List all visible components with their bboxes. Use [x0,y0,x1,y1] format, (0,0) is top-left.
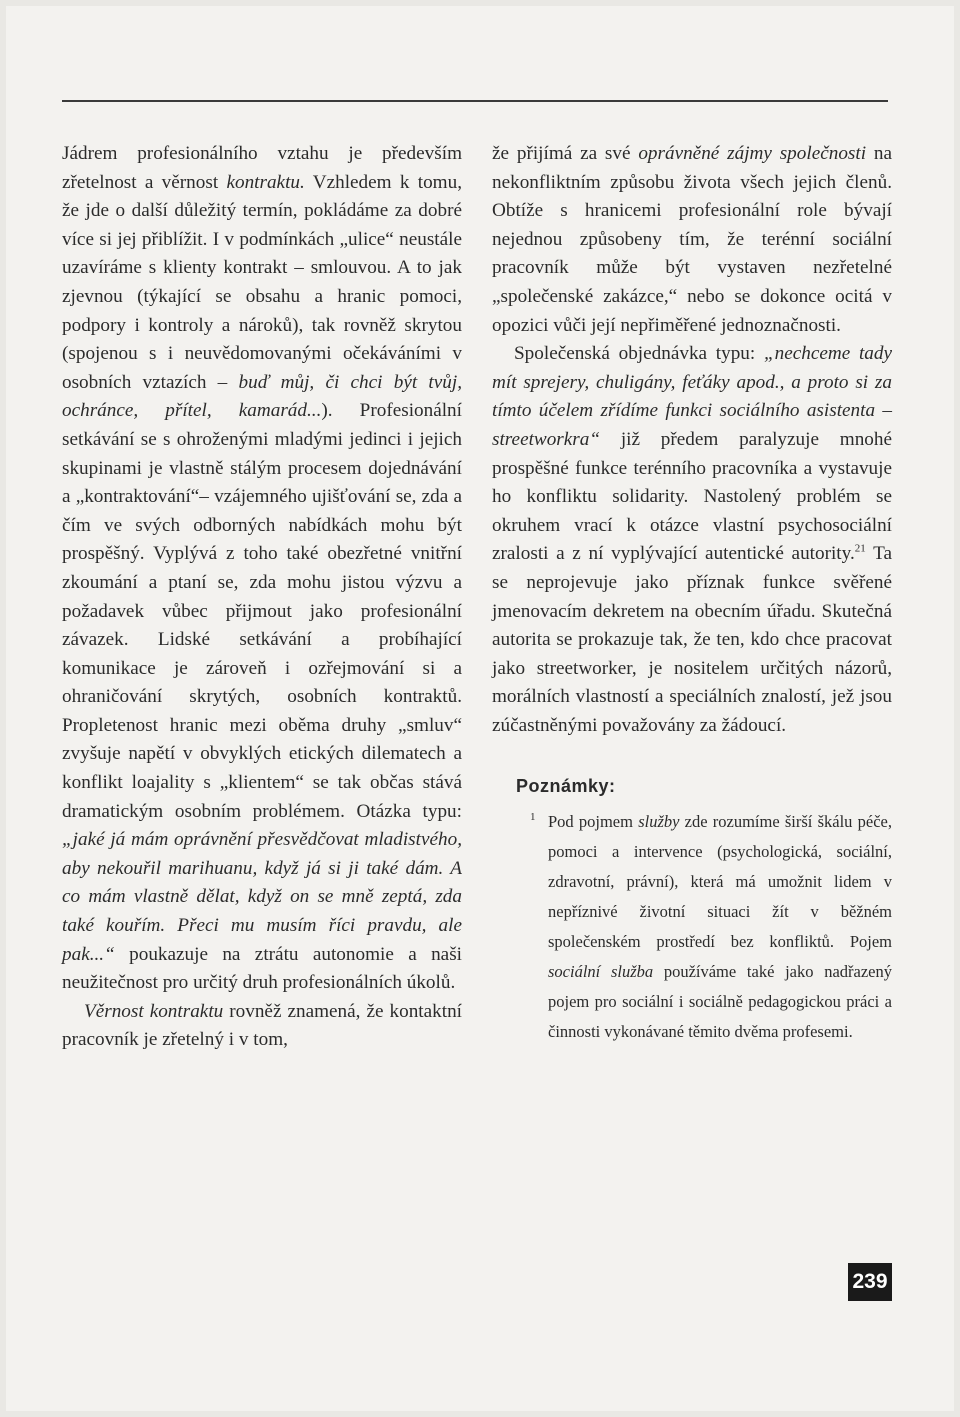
footnote-mark: 1 [530,811,536,824]
left-column [62,140,462,1055]
paragraph: Společenská objednávka typu: „nechceme tady mít sprejery, chuligány, feťáky apod., a proto si za tímto účelem zřídíme funkci sociálního asistenta – streetworkra“ již předem paralyzuje mnohé prospěšné funkce terénního pracovníka a vystavuje ho konfliktu solidarity. Nastolený problém se okruhem vrací k otázce vlastní psychosociální zralosti a z ní vyplývající autentické autority.$^{21}$ Ta se neprojevuje jako příznak funkce svěřené jmenovacím dekretem na obecním úřadu. Skutečná autorita se prokazuje tak, že ten, kdo chce pracovat jako streetworker, je nositelem určitých názorů, morálních vlastností a speciálních znalostí, jež jsou zúčastněnými považovány za žádoucí. [492,343,892,736]
right-column [492,140,892,1047]
footnote-reference: 21 [854,542,866,555]
header-rule [62,100,888,102]
paragraph: Jádrem profesionálního vztahu je především zřetelnost a věrnost kontraktu. Vzhledem k tomu, že jde o další důležitý termín, pokládáme za dobré více si jej přiblížit. I v podmínkách „ulice“ neustále uzavíráme s klienty kontrakt – smlouvou. A to jak zjevnou (týkající se obsahu a hranic pomoci, podpory i kontroly a nároků), tak rovněž skrytou (spojenou s i neuvědomovanými očekáváními v osobních vztazích – buď můj, či chci být tvůj, ochránce, přítel, kamarád...). Profesionální setkávání se s ohroženými mladými jedinci i jejich skupinami je vlastně stálým procesem dojednávání a „kontraktování“– vzájemného ujišťování se, zda a čím ve svých odborných nabídkách mohu být prospěšný. Vyplývá z toho také obezřetné vnitřní zkoumání a ptaní se, zda mohu jistou výzvu a požadavek vůbec přijmout jako profesionální závazek. Lidské setkávání a probíhající komunikace je zároveň i ozřejmování si a ohraničování skrytých, osobních kontraktů. Propletenost hranic mezi oběma druhy „smluv“ zvyšuje napětí v obvyklých etických dilematech a konflikt loajality s „klientem“ se tak občas stává dramatickým osobním problémem. Otázka typu: „jaké já mám oprávnění přesvědčovat mladistvého, aby nekouřil marihuanu, když já si ji také dám. A co mám vlastně dělat, když on se mně zeptá, zda také kouřím. Přeci mu musím říci pravdu, ale pak...“ poukazuje na ztrátu autonomie a naši neužitečnost pro určitý druh profesionálních úkolů. [62,143,462,994]
paragraph: Věrnost kontraktu rovněž znamená, že kontaktní pracovník je zřetelný i v tom, [62,1000,462,1051]
footnote: 1 Pod pojmem služby zde rozumíme širší škálu péče, pomoci a intervence (psychologická, sociální, zdravotní, právní), která má umožnit lidem v nepříznivé životní situaci žít v běžném společenském prostředí bez konfliktů. Pojem sociální služba používáme také jako nadřazený pojem pro sociální i sociálně pedagogickou práci a činnosti vykonávané těmito dvěma profesemi. [492,807,892,1047]
paragraph: že přijímá za své oprávněné zájmy společnosti na nekonfliktním způsobu života všech jejich členů. Obtíže s hranicemi profesionální role bývají nejednou způsobeny tím, že terénní sociální pracovník může být vystaven nezřetelné „společenské zakázce,“ nebo se dokonce ocitá v opozici vůči její nepřiměřené jednoznačnosti. [492,143,892,336]
page-number: 239 [848,1263,892,1301]
notes-heading: Poznámky: [516,776,616,797]
